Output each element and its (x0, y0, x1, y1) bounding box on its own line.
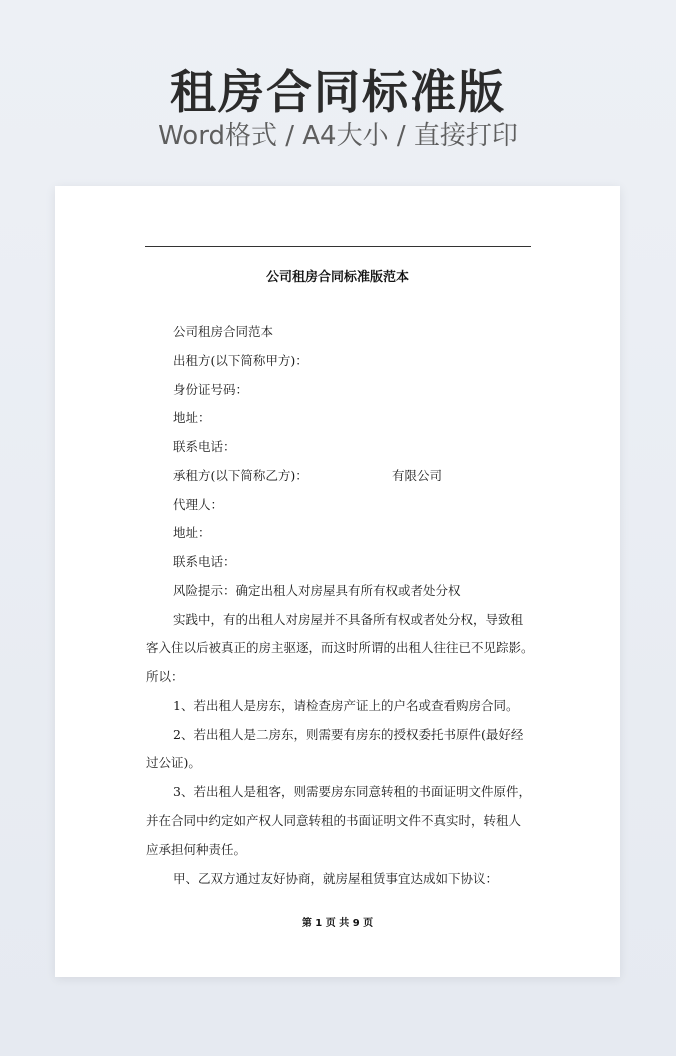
line-item-2b: 过公证)。 (146, 755, 201, 770)
line-therefore: 所以： (146, 669, 184, 684)
line-lessee-address: 地址： (173, 525, 211, 540)
line-lessee-phone: 联系电话： (173, 554, 236, 569)
line-item-3a: 3、若出租人是租客，则需要房东同意转租的书面证明文件原件， (173, 784, 531, 799)
document-title: 公司租房合同标准版范本 (265, 270, 409, 285)
lessee-company-suffix: 有限公司 (392, 468, 443, 483)
line-item-1: 1、若出租人是房东，请检查房产证上的户名或查看购房合同。 (173, 698, 519, 713)
line-paragraph-1a: 实践中，有的出租人对房屋并不具备所有权或者处分权，导致租 (173, 612, 524, 627)
header-rule (145, 246, 531, 247)
line-lessor-phone: 联系电话： (173, 439, 236, 454)
page-footer: 第 1 页 共 9 页 (301, 918, 374, 929)
line-lessee: 承租方(以下简称乙方)： (173, 468, 308, 483)
line-lessor: 出租方(以下简称甲方)： (173, 353, 308, 368)
line-contract-name: 公司租房合同范本 (173, 324, 274, 339)
line-agreement: 甲、乙双方通过友好协商，就房屋租赁事宜达成如下协议： (173, 871, 499, 886)
line-risk-tip: 风险提示：确定出租人对房屋具有所有权或者处分权 (173, 583, 461, 598)
line-agent: 代理人： (173, 497, 224, 512)
line-id-number: 身份证号码： (173, 382, 249, 397)
banner-title: 租房合同标准版 (170, 65, 506, 119)
line-paragraph-1b: 客入住以后被真正的房主驱逐，而这时所谓的出租人往往已不见踪影。 (146, 640, 534, 655)
document-page (55, 186, 620, 977)
banner-subtitle: Word格式 / A4大小 / 直接打印 (158, 121, 518, 151)
line-item-3c: 应承担何种责任。 (146, 842, 247, 857)
line-lessor-address: 地址： (173, 410, 211, 425)
line-item-2a: 2、若出租人是二房东，则需要有房东的授权委托书原件(最好经 (173, 727, 524, 742)
line-item-3b: 并在合同中约定如产权人同意转租的书面证明文件不真实时，转租人 (146, 813, 522, 828)
